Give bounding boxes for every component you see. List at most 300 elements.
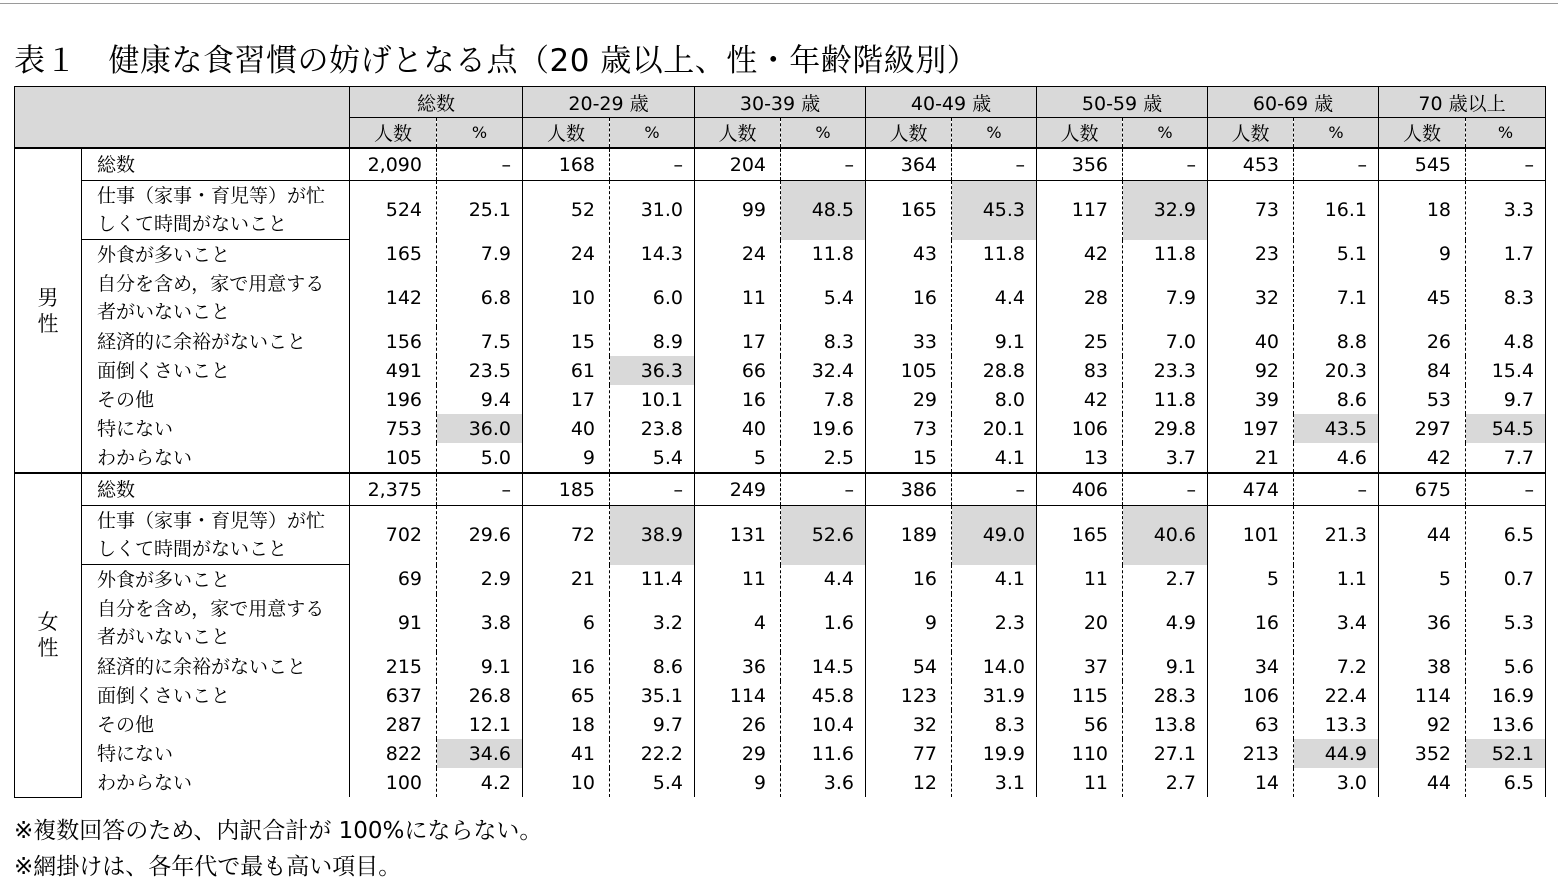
table-cell: 31.0 xyxy=(610,181,695,240)
table-cell: 36 xyxy=(1379,594,1466,652)
table-cell: 702 xyxy=(350,506,437,565)
table-cell: 13.6 xyxy=(1466,710,1546,739)
table-cell: 43 xyxy=(866,240,952,270)
header-group: 総数 xyxy=(350,87,523,118)
table-cell: 9.1 xyxy=(437,652,523,681)
table-cell: 15.4 xyxy=(1466,356,1546,385)
row-label xyxy=(82,269,350,327)
table-cell: 17 xyxy=(695,327,781,356)
row-label-text: 経済的に余裕がないこと xyxy=(97,330,307,353)
table-cell: 40 xyxy=(523,414,610,443)
table-cell: 45.8 xyxy=(781,681,866,710)
table-cell: 11 xyxy=(695,565,781,595)
row-label-text: 外食が多いこと xyxy=(97,568,231,591)
table-cell: 4.8 xyxy=(1466,327,1546,356)
sex-label-text: 女性 xyxy=(37,610,59,661)
table-header xyxy=(15,87,1546,149)
table-cell: 52.1 xyxy=(1466,739,1546,768)
table-cell: 165 xyxy=(350,240,437,270)
table-cell: 63 xyxy=(1208,710,1294,739)
table-cell: 5.4 xyxy=(610,768,695,797)
table-cell: 5.4 xyxy=(781,269,866,327)
table-cell: 22.4 xyxy=(1294,681,1379,710)
table-cell: 91 xyxy=(350,594,437,652)
total-cell: 406 xyxy=(1037,473,1123,506)
table-cell: 196 xyxy=(350,385,437,414)
table-cell: 13.8 xyxy=(1123,710,1208,739)
table-cell: 165 xyxy=(866,181,952,240)
table-cell: 37 xyxy=(1037,652,1123,681)
table-cell: 106 xyxy=(1208,681,1294,710)
header-group: 40-49 歳 xyxy=(866,87,1037,118)
table-cell: 6.5 xyxy=(1466,768,1546,797)
table-cell: 4.1 xyxy=(952,443,1037,473)
header-group: 50-59 歳 xyxy=(1037,87,1208,118)
table-cell: 5.1 xyxy=(1294,240,1379,270)
table-cell: 105 xyxy=(350,443,437,473)
table-cell: 11 xyxy=(695,269,781,327)
sex-label xyxy=(15,473,82,797)
table-cell: 215 xyxy=(350,652,437,681)
header-pct: % xyxy=(952,118,1037,149)
table-cell: 3.7 xyxy=(1123,443,1208,473)
table-cell: 61 xyxy=(523,356,610,385)
table-cell: 9.1 xyxy=(952,327,1037,356)
table-cell: 29 xyxy=(695,739,781,768)
header-pct: % xyxy=(1294,118,1379,149)
table-cell: 0.7 xyxy=(1466,565,1546,595)
table-cell: 92 xyxy=(1208,356,1294,385)
table-cell: 49.0 xyxy=(952,506,1037,565)
table-cell: 16 xyxy=(866,269,952,327)
table-row xyxy=(15,506,1546,565)
table-cell: 524 xyxy=(350,181,437,240)
table-cell: 1.1 xyxy=(1294,565,1379,595)
table-cell: 105 xyxy=(866,356,952,385)
table-cell: 3.1 xyxy=(952,768,1037,797)
table-cell: 17 xyxy=(523,385,610,414)
row-label-text: 特にない xyxy=(97,742,174,765)
total-row xyxy=(15,473,1546,506)
table-cell: 15 xyxy=(523,327,610,356)
table-cell: 40.6 xyxy=(1123,506,1208,565)
table-row xyxy=(15,181,1546,240)
table-cell: 352 xyxy=(1379,739,1466,768)
header-group: 70 歳以上 xyxy=(1379,87,1546,118)
table-cell: 7.8 xyxy=(781,385,866,414)
table-cell: 14.0 xyxy=(952,652,1037,681)
table-cell: 16.9 xyxy=(1466,681,1546,710)
table-cell: 28.8 xyxy=(952,356,1037,385)
row-label xyxy=(82,385,350,414)
header-count: 人数 xyxy=(1208,118,1294,149)
table-cell: 142 xyxy=(350,269,437,327)
header-pct: % xyxy=(1466,118,1546,149)
header-row-groups xyxy=(15,87,1546,118)
table-cell: 8.8 xyxy=(1294,327,1379,356)
table-cell: 9 xyxy=(695,768,781,797)
table-cell: 5 xyxy=(1379,565,1466,595)
row-label xyxy=(82,681,350,710)
header-pct: % xyxy=(437,118,523,149)
header-count: 人数 xyxy=(866,118,952,149)
table-cell: 52 xyxy=(523,181,610,240)
row-label xyxy=(82,443,350,473)
table-cell: 2.5 xyxy=(781,443,866,473)
table-cell: 38.9 xyxy=(610,506,695,565)
table-cell: 3.3 xyxy=(1466,181,1546,240)
table-cell: 14.3 xyxy=(610,240,695,270)
table-cell: 3.0 xyxy=(1294,768,1379,797)
table-cell: 34 xyxy=(1208,652,1294,681)
table-cell: 9.1 xyxy=(1123,652,1208,681)
table-cell: 44 xyxy=(1379,768,1466,797)
table-cell: 156 xyxy=(350,327,437,356)
table-cell: 9 xyxy=(523,443,610,473)
table-cell: 753 xyxy=(350,414,437,443)
table-row xyxy=(15,385,1546,414)
table-cell: 12.1 xyxy=(437,710,523,739)
table-cell: 13 xyxy=(1037,443,1123,473)
total-cell: – xyxy=(952,473,1037,506)
table-cell: 21.3 xyxy=(1294,506,1379,565)
table-cell: 42 xyxy=(1037,385,1123,414)
table-cell: 42 xyxy=(1379,443,1466,473)
table-cell: 34.6 xyxy=(437,739,523,768)
total-cell: – xyxy=(610,148,695,181)
table-cell: 18 xyxy=(523,710,610,739)
table-body xyxy=(15,148,1546,797)
table-cell: 8.3 xyxy=(781,327,866,356)
table-cell: 4.6 xyxy=(1294,443,1379,473)
table-cell: 23.5 xyxy=(437,356,523,385)
table-cell: 42 xyxy=(1037,240,1123,270)
table-cell: 131 xyxy=(695,506,781,565)
table-cell: 2.7 xyxy=(1123,768,1208,797)
table-cell: 45.3 xyxy=(952,181,1037,240)
table-cell: 54 xyxy=(866,652,952,681)
total-cell: 545 xyxy=(1379,148,1466,181)
table-cell: 99 xyxy=(695,181,781,240)
table-cell: 54.5 xyxy=(1466,414,1546,443)
table-cell: 69 xyxy=(350,565,437,595)
table-cell: 29 xyxy=(866,385,952,414)
table-cell: 491 xyxy=(350,356,437,385)
table-cell: 26 xyxy=(695,710,781,739)
table-cell: 36 xyxy=(695,652,781,681)
row-label-text: 特にない xyxy=(97,417,174,440)
table-cell: 28.3 xyxy=(1123,681,1208,710)
total-row xyxy=(15,148,1546,181)
table-cell: 23 xyxy=(1208,240,1294,270)
total-cell: – xyxy=(1294,473,1379,506)
header-count: 人数 xyxy=(695,118,781,149)
row-label-text: わからない xyxy=(97,771,193,794)
table-cell: 637 xyxy=(350,681,437,710)
row-label xyxy=(82,594,350,652)
table-row xyxy=(15,739,1546,768)
table-cell: 11.6 xyxy=(781,739,866,768)
table-row xyxy=(15,356,1546,385)
table-cell: 8.6 xyxy=(1294,385,1379,414)
footnote-2: ※網掛けは、各年代で最も高い項目。 xyxy=(14,854,402,880)
table-cell: 3.8 xyxy=(437,594,523,652)
table-cell: 38 xyxy=(1379,652,1466,681)
table-cell: 43.5 xyxy=(1294,414,1379,443)
table-cell: 9 xyxy=(866,594,952,652)
table-cell: 5.0 xyxy=(437,443,523,473)
table-cell: 52.6 xyxy=(781,506,866,565)
table-cell: 165 xyxy=(1037,506,1123,565)
row-label: 総数 xyxy=(82,148,350,181)
table-cell: 8.6 xyxy=(610,652,695,681)
table-cell: 36.3 xyxy=(610,356,695,385)
table-cell: 13.3 xyxy=(1294,710,1379,739)
table-cell: 77 xyxy=(866,739,952,768)
table-row xyxy=(15,565,1546,595)
total-cell: – xyxy=(437,473,523,506)
total-cell: – xyxy=(437,148,523,181)
table-cell: 11 xyxy=(1037,565,1123,595)
table-row xyxy=(15,768,1546,797)
table-cell: 12 xyxy=(866,768,952,797)
total-cell: – xyxy=(1466,473,1546,506)
table-cell: 10 xyxy=(523,269,610,327)
table-cell: 65 xyxy=(523,681,610,710)
table-cell: 5.6 xyxy=(1466,652,1546,681)
total-cell: 168 xyxy=(523,148,610,181)
sex-label xyxy=(15,148,82,473)
table-cell: 27.1 xyxy=(1123,739,1208,768)
table-cell: 3.6 xyxy=(781,768,866,797)
table-cell: 6.5 xyxy=(1466,506,1546,565)
header-group: 20-29 歳 xyxy=(523,87,695,118)
sex-label-text: 男性 xyxy=(37,285,59,336)
data-table xyxy=(14,86,1546,798)
table-cell: 40 xyxy=(695,414,781,443)
table-cell: 197 xyxy=(1208,414,1294,443)
table-cell: 28 xyxy=(1037,269,1123,327)
table-cell: 21 xyxy=(523,565,610,595)
header-corner xyxy=(15,87,350,149)
table-cell: 4 xyxy=(695,594,781,652)
table-cell: 100 xyxy=(350,768,437,797)
table-cell: 110 xyxy=(1037,739,1123,768)
header-count: 人数 xyxy=(1037,118,1123,149)
row-label xyxy=(82,710,350,739)
table-cell: 11.8 xyxy=(1123,385,1208,414)
table-cell: 287 xyxy=(350,710,437,739)
total-cell: – xyxy=(1123,148,1208,181)
total-cell: 453 xyxy=(1208,148,1294,181)
table-cell: 1.6 xyxy=(781,594,866,652)
header-pct: % xyxy=(610,118,695,149)
table-cell: 10.1 xyxy=(610,385,695,414)
total-cell: 364 xyxy=(866,148,952,181)
table-cell: 18 xyxy=(1379,181,1466,240)
table-cell: 83 xyxy=(1037,356,1123,385)
total-cell: 2,375 xyxy=(350,473,437,506)
table-cell: 5 xyxy=(1208,565,1294,595)
table-cell: 36.0 xyxy=(437,414,523,443)
table-cell: 114 xyxy=(695,681,781,710)
total-cell: 185 xyxy=(523,473,610,506)
table-cell: 11.8 xyxy=(952,240,1037,270)
table-cell: 9 xyxy=(1379,240,1466,270)
header-group: 60-69 歳 xyxy=(1208,87,1379,118)
table-cell: 32 xyxy=(1208,269,1294,327)
total-cell: 249 xyxy=(695,473,781,506)
header-count: 人数 xyxy=(523,118,610,149)
table-row xyxy=(15,443,1546,473)
header-count: 人数 xyxy=(350,118,437,149)
row-label xyxy=(82,565,350,595)
table-cell: 73 xyxy=(1208,181,1294,240)
row-label-text: その他 xyxy=(97,388,155,411)
table-cell: 84 xyxy=(1379,356,1466,385)
table-cell: 213 xyxy=(1208,739,1294,768)
row-label-text: 面倒くさいこと xyxy=(97,359,231,382)
table-cell: 29.6 xyxy=(437,506,523,565)
table-cell: 15 xyxy=(866,443,952,473)
table-cell: 4.1 xyxy=(952,565,1037,595)
header-count: 人数 xyxy=(1379,118,1466,149)
table-cell: 11.8 xyxy=(1123,240,1208,270)
table-cell: 123 xyxy=(866,681,952,710)
table-row xyxy=(15,414,1546,443)
table-cell: 72 xyxy=(523,506,610,565)
table-cell: 4.4 xyxy=(952,269,1037,327)
total-cell: – xyxy=(610,473,695,506)
row-label-text: 仕事（家事・育児等）が忙しくて時間がないこと xyxy=(97,185,326,235)
table-cell: 56 xyxy=(1037,710,1123,739)
top-rule xyxy=(0,3,1558,4)
table-row xyxy=(15,710,1546,739)
total-cell: 2,090 xyxy=(350,148,437,181)
table-cell: 16 xyxy=(523,652,610,681)
table-cell: 101 xyxy=(1208,506,1294,565)
table-cell: 92 xyxy=(1379,710,1466,739)
row-label-text: 外食が多いこと xyxy=(97,243,231,266)
table-cell: 189 xyxy=(866,506,952,565)
row-label-text: 経済的に余裕がないこと xyxy=(97,655,307,678)
table-cell: 114 xyxy=(1379,681,1466,710)
table-cell: 39 xyxy=(1208,385,1294,414)
table-cell: 22.2 xyxy=(610,739,695,768)
table-cell: 19.9 xyxy=(952,739,1037,768)
table-cell: 10.4 xyxy=(781,710,866,739)
table-cell: 44 xyxy=(1379,506,1466,565)
table-cell: 24 xyxy=(523,240,610,270)
row-label-text: その他 xyxy=(97,713,155,736)
table-cell: 23.8 xyxy=(610,414,695,443)
table-cell: 16 xyxy=(1208,594,1294,652)
table-cell: 31.9 xyxy=(952,681,1037,710)
total-cell: – xyxy=(1123,473,1208,506)
table-cell: 9.7 xyxy=(610,710,695,739)
table-cell: 822 xyxy=(350,739,437,768)
table-cell: 6.0 xyxy=(610,269,695,327)
row-label-text: 自分を含め，家で用意する者がいないこと xyxy=(97,273,325,323)
table-cell: 106 xyxy=(1037,414,1123,443)
table-cell: 16 xyxy=(866,565,952,595)
table-cell: 20 xyxy=(1037,594,1123,652)
table-cell: 115 xyxy=(1037,681,1123,710)
table-cell: 32 xyxy=(866,710,952,739)
table-cell: 7.9 xyxy=(437,240,523,270)
footnote-1: ※複数回答のため、内訳合計が 100%にならない。 xyxy=(14,818,543,844)
table-cell: 53 xyxy=(1379,385,1466,414)
table-row xyxy=(15,327,1546,356)
row-label xyxy=(82,768,350,797)
row-label xyxy=(82,327,350,356)
table-cell: 7.2 xyxy=(1294,652,1379,681)
table-cell: 11 xyxy=(1037,768,1123,797)
table-cell: 20.3 xyxy=(1294,356,1379,385)
table-cell: 44.9 xyxy=(1294,739,1379,768)
table-title: 表１ 健康な食習慣の妨げとなる点（20 歳以上、性・年齢階級別） xyxy=(14,43,979,79)
table-cell: 48.5 xyxy=(781,181,866,240)
row-label xyxy=(82,739,350,768)
table-cell: 5 xyxy=(695,443,781,473)
table-cell: 11.4 xyxy=(610,565,695,595)
row-label xyxy=(82,356,350,385)
row-label: 総数 xyxy=(82,473,350,506)
row-label xyxy=(82,652,350,681)
table-cell: 5.3 xyxy=(1466,594,1546,652)
total-cell: – xyxy=(1466,148,1546,181)
header-pct: % xyxy=(781,118,866,149)
table-cell: 21 xyxy=(1208,443,1294,473)
table-cell: 7.5 xyxy=(437,327,523,356)
table-row xyxy=(15,594,1546,652)
row-label-text: 面倒くさいこと xyxy=(97,684,231,707)
total-cell: – xyxy=(781,473,866,506)
table-cell: 9.7 xyxy=(1466,385,1546,414)
table-cell: 3.4 xyxy=(1294,594,1379,652)
table-cell: 10 xyxy=(523,768,610,797)
table-cell: 26 xyxy=(1379,327,1466,356)
table-cell: 117 xyxy=(1037,181,1123,240)
row-label xyxy=(82,414,350,443)
table-cell: 23.3 xyxy=(1123,356,1208,385)
table-cell: 32.4 xyxy=(781,356,866,385)
table-cell: 2.3 xyxy=(952,594,1037,652)
table-cell: 7.0 xyxy=(1123,327,1208,356)
total-cell: 675 xyxy=(1379,473,1466,506)
table-row xyxy=(15,240,1546,270)
table-cell: 29.8 xyxy=(1123,414,1208,443)
table-row xyxy=(15,652,1546,681)
table-cell: 6.8 xyxy=(437,269,523,327)
table-row xyxy=(15,269,1546,327)
table-cell: 4.2 xyxy=(437,768,523,797)
total-cell: – xyxy=(1294,148,1379,181)
row-label-text: 自分を含め，家で用意する者がいないこと xyxy=(97,598,325,648)
table-cell: 14 xyxy=(1208,768,1294,797)
table-cell: 14.5 xyxy=(781,652,866,681)
table-cell: 66 xyxy=(695,356,781,385)
header-pct: % xyxy=(1123,118,1208,149)
table-cell: 8.0 xyxy=(952,385,1037,414)
total-cell: – xyxy=(952,148,1037,181)
header-group: 30-39 歳 xyxy=(695,87,866,118)
table-cell: 26.8 xyxy=(437,681,523,710)
row-label xyxy=(82,240,350,270)
table-cell: 41 xyxy=(523,739,610,768)
table-cell: 4.9 xyxy=(1123,594,1208,652)
table-cell: 16 xyxy=(695,385,781,414)
